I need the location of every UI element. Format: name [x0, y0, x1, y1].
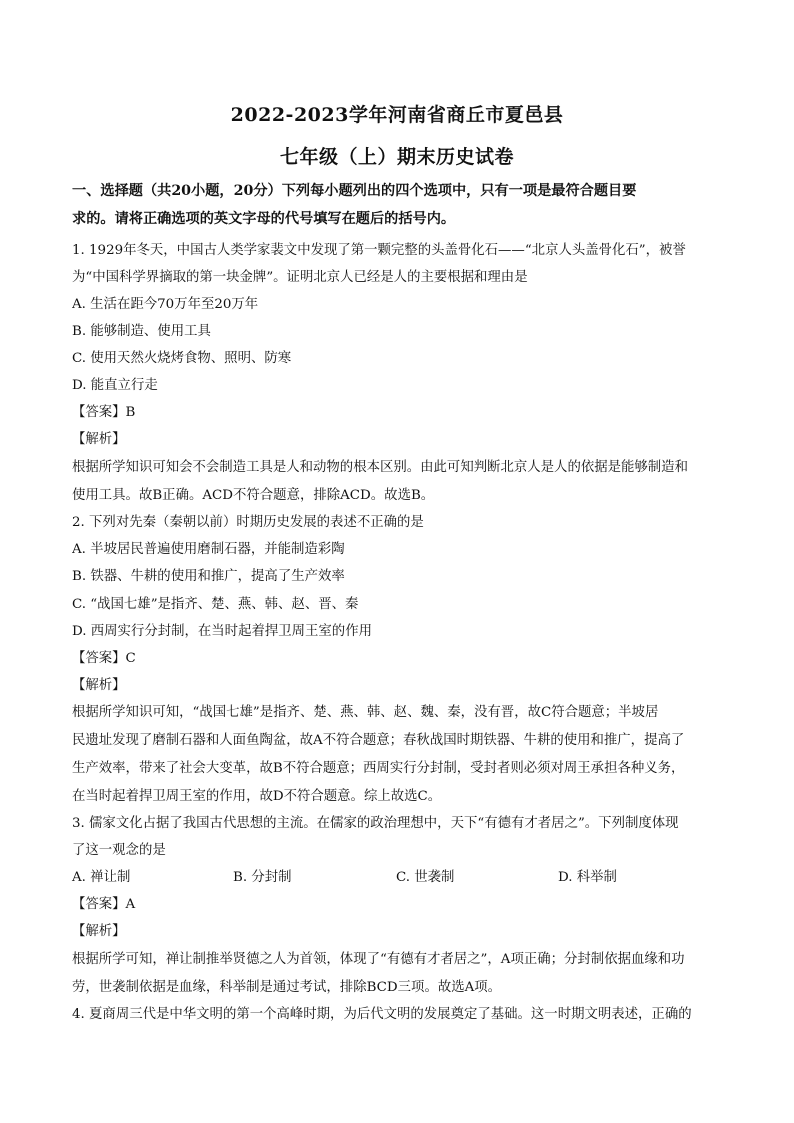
q2-option-c: C. “战国七雄”是指齐、楚、燕、韩、赵、晋、秦 — [72, 597, 359, 612]
q3-stem-line1: 3. 儒家文化占据了我国古代思想的主流。在儒家的政治理想中，天下“有德有才者居之”。下列制度体现 — [72, 816, 679, 831]
q2-analysis-line2: 民遗址发现了磨制石器和人面鱼陶盆，故A不符合题意；春秋战国时期铁器、牛耕的使用和推广，提高了 — [72, 733, 685, 748]
q3-option-b: B. 分封制 — [233, 870, 292, 885]
q2-answer: 【答案】C — [72, 651, 136, 666]
q2-analysis-line4: 在当时起着捍卫周王室的作用，故D不符合题意。综上故选C。 — [72, 789, 442, 804]
q3-analysis-line1: 根据所学可知，禅让制推举贤德之人为首领，体现了“有德有才者居之”，A项正确；分封制依据血缘和功 — [72, 952, 685, 967]
q3-option-d: D. 科举制 — [558, 870, 617, 885]
q1-stem-line2: 为“中国科学界摘取的第一块金牌”。证明北京人已经是人的主要根据和理由是 — [72, 270, 528, 285]
q2-analysis-line3: 生产效率，带来了社会大变革，故B不符合题意；西周实行分封制，受封者则必须对周王承担各种义务， — [72, 761, 685, 776]
q3-analysis-label: 【解析】 — [72, 924, 126, 939]
page-title-line2: 七年级（上）期末历史试卷 — [279, 146, 514, 168]
q3-answer: 【答案】A — [72, 897, 136, 912]
q3-analysis-line2: 劳，世袭制依据是血缘，科举制是通过考试，排除BCD三项。故选A项。 — [72, 980, 502, 995]
section-heading-line2: 求的。请将正确选项的英文字母的代号填写在题后的括号内。 — [72, 211, 456, 227]
q1-analysis-line2: 使用工具。故B正确。ACD不符合题意，排除ACD。故选B。 — [72, 488, 435, 503]
q1-option-d: D. 能直立行走 — [72, 378, 158, 393]
page-title-line1: 2022-2023学年河南省商丘市夏邑县 — [230, 104, 564, 126]
q2-option-d: D. 西周实行分封制，在当时起着捍卫周王室的作用 — [72, 624, 372, 639]
q2-stem: 2. 下列对先秦（秦朝以前）时期历史发展的表述不正确的是 — [72, 515, 424, 530]
q1-analysis-label: 【解析】 — [72, 432, 126, 447]
q2-analysis-line1: 根据所学知识可知，“战国七雄”是指齐、楚、燕、韩、赵、魏、秦，没有晋，故C符合题意；半坡居 — [72, 705, 659, 720]
q2-option-a: A. 半坡居民普遍使用磨制石器，并能制造彩陶 — [72, 542, 345, 557]
q1-option-c: C. 使用天然火烧烤食物、照明、防寒 — [72, 351, 292, 366]
q3-option-c: C. 世袭制 — [396, 870, 455, 885]
q3-stem-line2: 了这一观念的是 — [72, 843, 166, 858]
q3-option-a: A. 禅让制 — [72, 870, 131, 885]
q1-analysis-line1: 根据所学知识可知会不会制造工具是人和动物的根本区别。由此可知判断北京人是人的依据是能够制造和 — [72, 460, 688, 475]
q2-option-b: B. 铁器、牛耕的使用和推广，提高了生产效率 — [72, 569, 345, 584]
q2-analysis-label: 【解析】 — [72, 678, 126, 693]
q1-answer: 【答案】B — [72, 405, 136, 420]
q4-stem-line1: 4. 夏商周三代是中华文明的第一个高峰时期，为后代文明的发展奠定了基础。这一时期文明表述，正确的 — [72, 1007, 692, 1022]
section-heading-line1: 一、选择题（共20小题，20分）下列每小题列出的四个选项中，只有一项是最符合题目要 — [72, 183, 637, 199]
q1-option-a: A. 生活在距今70万年至20万年 — [72, 297, 259, 312]
q1-stem-line1: 1. 1929年冬天，中国古人类学家裴文中发现了第一颗完整的头盖骨化石——“北京人头盖骨化石”，被誉 — [72, 243, 686, 258]
q1-option-b: B. 能够制造、使用工具 — [72, 324, 211, 339]
